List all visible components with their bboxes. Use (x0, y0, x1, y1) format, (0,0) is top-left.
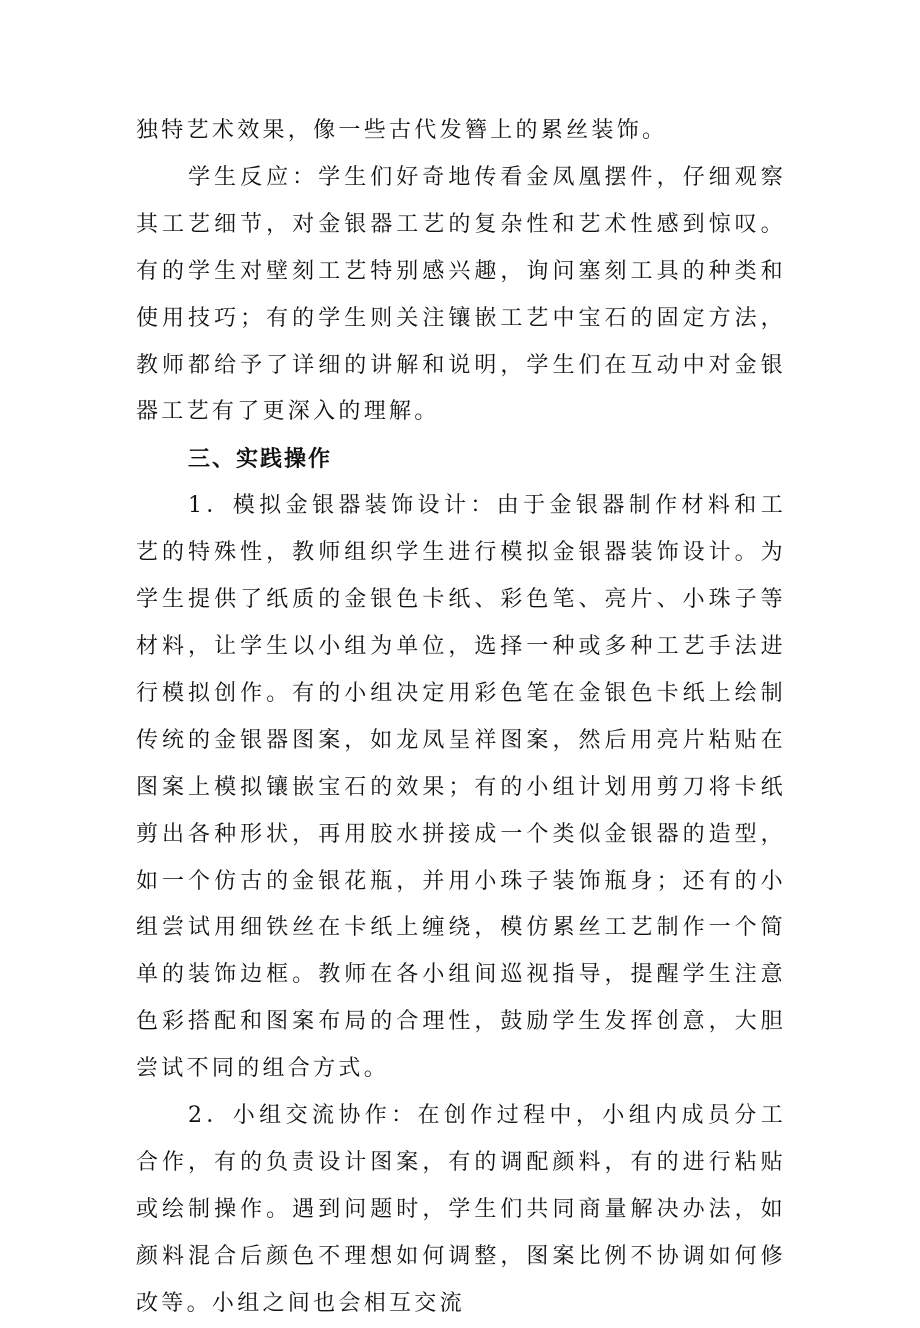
document-page (136, 108, 786, 1328)
paragraph-group-collaboration: 2．小组交流协作：在创作过程中，小组内成员分工合作，有的负责设计图案，有的调配颜料，有的进行粘贴或绘制操作。遇到问题时，学生们共同商量解决办法，如颜料混合后颜色不理想如何调整，图案比例不协调如何修改等。小组之间也会相互交流 (136, 1103, 786, 1316)
paragraph-design-simulation: 1．模拟金银器装饰设计：由于金银器制作材料和工艺的特殊性，教师组织学生进行模拟金银器装饰设计。为学生提供了纸质的金银色卡纸、彩色笔、亮片、小珠子等材料，让学生以小组为单位，选择一种或多种工艺手法进行模拟创作。有的小组决定用彩色笔在金银色卡纸上绘制传统的金银器图案，如龙凤呈祥图案，然后用亮片粘贴在图案上模拟镶嵌宝石的效果；有的小组计划用剪刀将卡纸剪出各种形状，再用胶水拼接成一个类似金银器的造型，如一个仿古的金银花瓶，并用小珠子装饰瓶身；还有的小组尝试用细铁丝在卡纸上缠绕，模仿累丝工艺制作一个简单的装饰边框。教师在各小组间巡视指导，提醒学生注意色彩搭配和图案布局的合理性，鼓励学生发挥创意，大胆尝试不同的组合方式。 (136, 493, 786, 1082)
paragraph-continuation: 独特艺术效果，像一些古代发簪上的累丝装饰。 (136, 118, 668, 143)
paragraph-student-reaction: 学生反应：学生们好奇地传看金凤凰摆件，仔细观察其工艺细节，对金银器工艺的复杂性和艺术性感到惊叹。有的学生对壁刻工艺特别感兴趣，询问塞刻工具的种类和使用技巧；有的学生则关注镶嵌工艺中宝石的固定方法，教师都给予了详细的讲解和说明，学生们在互动中对金银器工艺有了更深入的理解。 (136, 164, 786, 425)
section-heading-practice: 三、实践操作 (188, 446, 333, 473)
